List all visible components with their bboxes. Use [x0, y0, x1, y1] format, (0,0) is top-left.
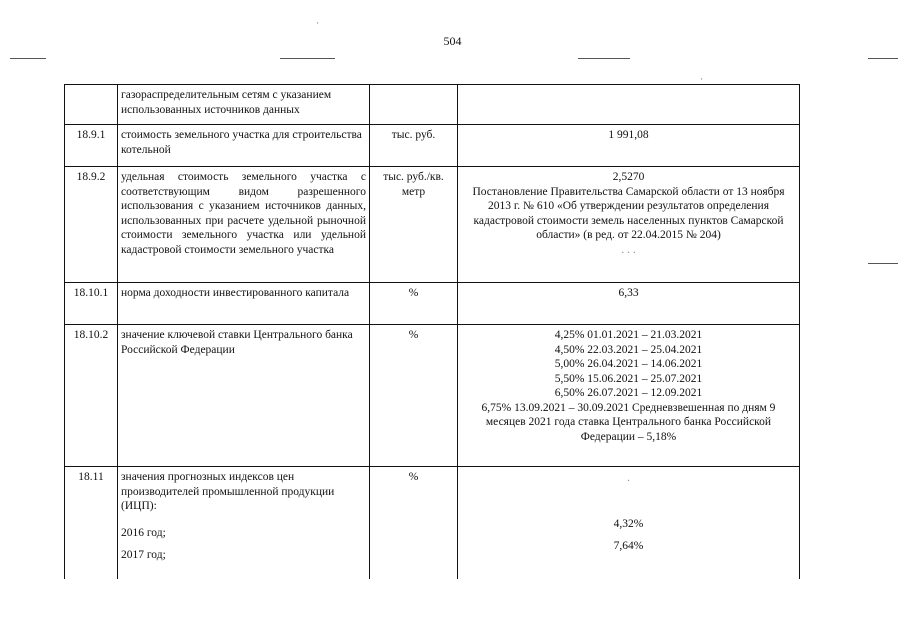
row-value: [458, 467, 800, 579]
scan-mark: [10, 58, 46, 59]
year-label: 2016 год;: [121, 526, 166, 539]
row-value: [458, 167, 800, 283]
row-unit: %: [370, 283, 458, 325]
row-value: 6,33: [458, 283, 800, 325]
row-value: [458, 85, 800, 125]
continuation-mark: . . .: [621, 243, 636, 256]
unit-cost-value: 2,5270: [612, 171, 645, 183]
table-row: [65, 125, 800, 167]
rate-period: 5,00% 26.04.2021 – 14.06.2021: [554, 358, 703, 370]
source-note: Постановление Правительства Самарской области от 13 ноября 2013 г. № 610 «Об утверждении результатов определения кадастровой стоимости земель населенных пунктов Самарской области» (в ред. от 22.04.2015 № 204): [472, 185, 785, 241]
row-number: 18.9.2: [65, 167, 118, 283]
row-value: [458, 325, 800, 467]
scan-mark: [868, 263, 898, 264]
scan-mark: [868, 58, 898, 59]
rate-period: 4,25% 01.01.2021 – 21.03.2021: [554, 329, 703, 341]
row-number: [65, 85, 118, 125]
row-unit: %: [370, 467, 458, 579]
scan-dot: ·: [700, 74, 703, 84]
row-unit: тыс. руб./кв. метр: [370, 167, 458, 283]
row-unit: %: [370, 325, 458, 467]
row-description: значение ключевой ставки Центрального банка Российской Федерации: [118, 325, 370, 467]
year-value: 4,32%: [613, 517, 644, 530]
row-description: норма доходности инвестированного капитала: [118, 283, 370, 325]
row-value: 1 991,08: [458, 125, 800, 167]
table-row: [65, 325, 800, 467]
weighted-rate-note: 6,75% 13.09.2021 – 30.09.2021 Средневзвешенная по дням 9 месяцев 2021 года ставка Центрального банка Российской Федерации – 5,18%: [481, 401, 776, 443]
table-row: [65, 283, 800, 325]
year-value: 7,64%: [613, 540, 644, 552]
row-description: стоимость земельного участка для строительства котельной: [118, 125, 370, 167]
scan-dot: ·: [316, 18, 319, 28]
table-row: [65, 85, 800, 125]
table-row: [65, 467, 800, 579]
rate-period: 5,50% 15.06.2021 – 25.07.2021: [554, 372, 703, 385]
row-description: газораспределительным сетям с указанием использованных источников данных: [118, 85, 370, 125]
scan-mark: [280, 58, 335, 59]
value-mark: ·: [626, 475, 631, 487]
data-table: [64, 84, 800, 579]
rate-period: 4,50% 22.03.2021 – 25.04.2021: [554, 343, 703, 356]
scan-mark: [578, 58, 630, 59]
year-label: 2017 год;: [121, 549, 166, 561]
row-number: 18.9.1: [65, 125, 118, 167]
rate-period: 6,50% 26.07.2021 – 12.09.2021: [554, 387, 703, 399]
table-row: [65, 167, 800, 283]
row-description: удельная стоимость земельного участка с соответствующим видом разрешенного использования с указанием источников данных, использованных при расчете удельной рыночной стоимости земельного участка или удельной кадастровой стоимости земельного участка: [118, 167, 370, 283]
page-number: 504: [443, 34, 462, 48]
index-description: значения прогнозных индексов цен производителей промышленной продукции (ИЦП):: [121, 471, 335, 512]
row-number: 18.10.1: [65, 283, 118, 325]
row-description: [118, 467, 370, 579]
row-unit: тыс. руб.: [370, 125, 458, 167]
row-number: 18.10.2: [65, 325, 118, 467]
row-unit: [370, 85, 458, 125]
row-number: 18.11: [65, 467, 118, 579]
